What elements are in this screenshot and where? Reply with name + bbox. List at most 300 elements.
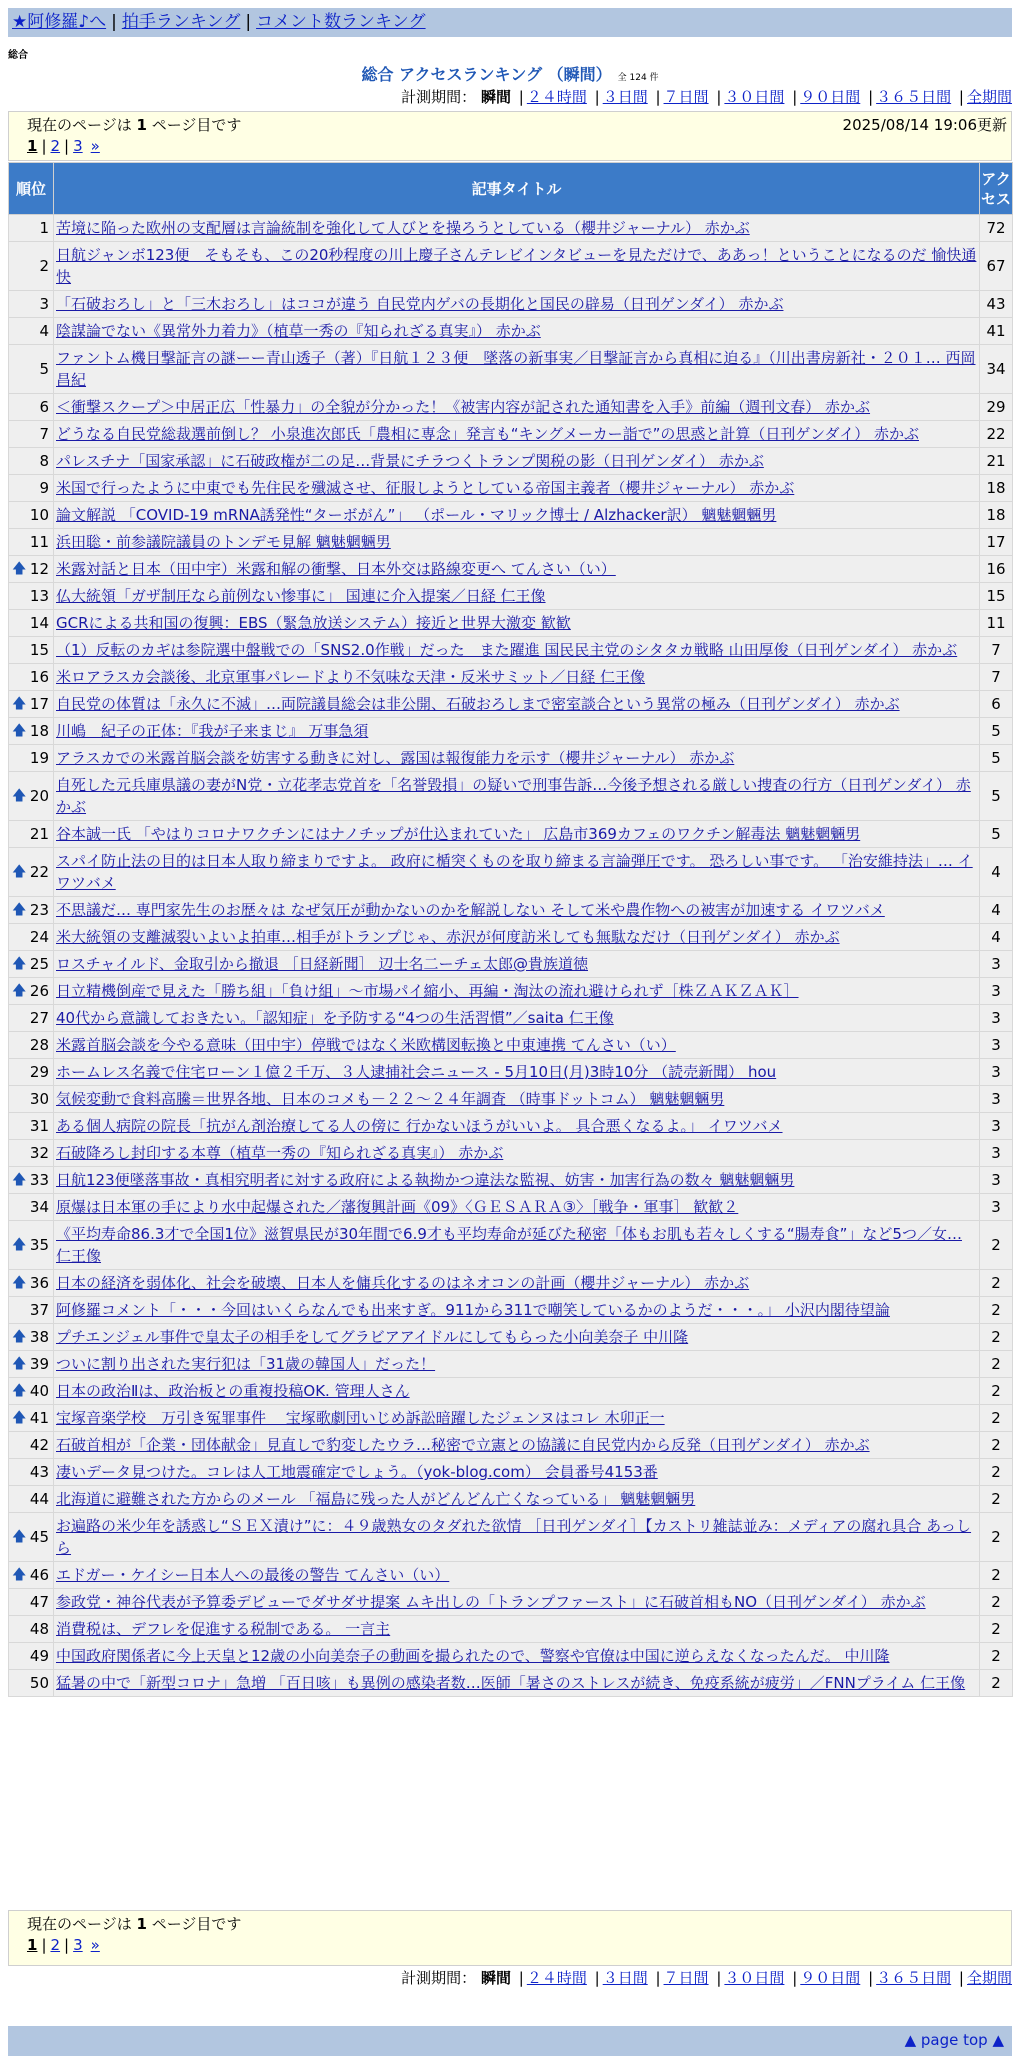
article-title-link[interactable]: 論文解説 「COVID-19 mRNA誘発性“ターボがん”」 （ポール・マリック博士 / Alzhacker訳） 魑魅魍魎男	[56, 506, 777, 524]
rank-up-arrow-icon: 🡅	[12, 1237, 27, 1253]
rank-up-arrow-icon: 🡅	[12, 1383, 27, 1399]
period-label: 計測期間：	[401, 88, 477, 106]
table-row	[9, 394, 1013, 421]
article-title-link[interactable]: 谷本誠一氏 「やはりコロナワクチンにはナノチップが仕込まれていた」 広島市369カフェのワクチン解毒法 魑魅魍魎男	[56, 825, 861, 843]
current-page-number: 1	[136, 1915, 147, 1933]
table-row	[9, 1513, 1013, 1562]
rank-cell	[9, 1297, 54, 1324]
article-title-link[interactable]: ロスチャイルド、金取引から撤退 ［日経新聞］ 辺士名二ーチェ太郎@貴族道徳	[56, 955, 588, 973]
table-row	[9, 1643, 1013, 1670]
rank-number: 45	[29, 1528, 49, 1546]
article-title-link[interactable]: お遍路の米少年を誘惑し“ＳＥＸ漬け”に：４９歳熟女のタダれた欲情 ［日刊ゲンダイ］【カストリ雑誌並み：メディアの腐れ具合 あっしら	[56, 1517, 972, 1557]
rank-number: 13	[29, 587, 49, 605]
page-title	[0, 62, 1020, 85]
table-row	[9, 1113, 1013, 1140]
ranking-table	[8, 162, 1013, 1697]
title-cell	[54, 1167, 980, 1194]
rank-cell	[9, 583, 54, 610]
table-row	[9, 1351, 1013, 1378]
rank-cell	[9, 1351, 54, 1378]
page-link-2[interactable]: 2	[50, 1936, 61, 1954]
article-title-link[interactable]: パレスチナ「国家承認」に石破政権が二の足…背景にチラつくトランプ関税の影（日刊ゲンダイ） 赤かぶ	[56, 452, 764, 470]
article-title-link[interactable]: 凄いデータ見つけた。コレは人工地震確定でしょう。（yok-blog.com） 会員番号4153番	[56, 1463, 658, 1481]
article-title-link[interactable]: 消費税は、デフレを促進する税制である。 一言主	[56, 1620, 391, 1638]
page-link-3[interactable]: 3	[73, 137, 83, 155]
title-cell	[54, 1486, 980, 1513]
access-count: 3	[980, 1140, 1013, 1167]
title-cell	[54, 1059, 980, 1086]
title-cell	[54, 1351, 980, 1378]
rank-cell	[9, 318, 54, 345]
rank-cell	[9, 1589, 54, 1616]
rank-cell	[9, 1113, 54, 1140]
page-info-top	[8, 111, 1012, 161]
rank-number: 6	[39, 398, 49, 416]
article-title-link[interactable]: （1）反転のカギは参院選中盤戦での「SNS2.0作戦」だった また躍進 国民民主党のシタタカ戦略 山田厚俊（日刊ゲンダイ） 赤かぶ	[56, 641, 958, 659]
pagination-bottom: 1 | 2 | 3 »	[27, 1936, 100, 1954]
rank-number: 12	[29, 560, 49, 578]
period-7d[interactable]: ７日間	[663, 88, 709, 106]
access-count: 18	[980, 475, 1013, 502]
period-90d[interactable]: ９０日間	[800, 1969, 861, 1987]
table-row	[9, 772, 1013, 821]
table-row	[9, 502, 1013, 529]
title-cell	[54, 1270, 980, 1297]
pagination-top: 1 | 2 | 3 »	[27, 137, 100, 155]
article-title-link[interactable]: 米国で行ったように中東でも先住民を殲滅させ、征服しようとしている帝国主義者（櫻井ジャーナル） 赤かぶ	[56, 479, 795, 497]
rank-number: 3	[39, 295, 49, 313]
rank-number: 2	[39, 257, 49, 275]
table-row	[9, 1405, 1013, 1432]
article-title-link[interactable]: 苦境に陥った欧州の支配層は言論統制を強化して人びとを操ろうとしている（櫻井ジャーナル） 赤かぶ	[56, 219, 750, 237]
access-count: 2	[980, 1562, 1013, 1589]
title-cell	[54, 1616, 980, 1643]
rank-number: 10	[29, 506, 49, 524]
access-count: 16	[980, 556, 1013, 583]
rank-number: 23	[29, 901, 49, 919]
rank-cell	[9, 951, 54, 978]
table-row	[9, 745, 1013, 772]
title-cell	[54, 1140, 980, 1167]
period-30d[interactable]: ３０日間	[724, 1969, 785, 1987]
article-title-link[interactable]: 不思議だ… 専門家先生のお歴々は なぜ気圧が動かないのかを解説しない そして米や農作物への被害が加速する イワツバメ	[56, 901, 885, 919]
period-7d[interactable]: ７日間	[663, 1969, 709, 1987]
article-title-link[interactable]: ついに割り出された実行犯は「31歳の韓国人」だった！	[56, 1355, 436, 1373]
rank-cell	[9, 772, 54, 821]
rank-cell	[9, 821, 54, 848]
next-page-link[interactable]: »	[90, 137, 100, 155]
access-count: 2	[980, 1221, 1013, 1270]
rank-cell	[9, 1378, 54, 1405]
rank-up-arrow-icon: 🡅	[12, 1529, 27, 1545]
rank-cell	[9, 745, 54, 772]
page-link-1[interactable]: 1	[27, 1936, 38, 1954]
period-label: 計測期間：	[401, 1969, 477, 1987]
page-info-bottom	[8, 1910, 1012, 1966]
rank-cell	[9, 345, 54, 394]
table-row	[9, 1324, 1013, 1351]
table-row	[9, 1297, 1013, 1324]
table-row	[9, 1167, 1013, 1194]
title-cell	[54, 242, 980, 291]
rank-number: 29	[29, 1063, 49, 1081]
article-title-link[interactable]: 日航123便墜落事故・真相究明者に対する政府による執拗かつ違法な監視、妨害・加害行為の数々 魑魅魍魎男	[56, 1171, 795, 1189]
page-link-1[interactable]: 1	[27, 137, 38, 155]
table-row	[9, 1486, 1013, 1513]
rank-cell	[9, 215, 54, 242]
period-30d[interactable]: ３０日間	[724, 88, 785, 106]
rank-up-arrow-icon: 🡅	[12, 1567, 27, 1583]
article-title-link[interactable]: 宝塚音楽学校 万引き冤罪事件 宝塚歌劇団いじめ訴訟暗躍したジェンヌはコレ 木卯正一	[56, 1409, 665, 1427]
rank-cell	[9, 691, 54, 718]
page-top-link[interactable]: ▲ page top ▲	[904, 2031, 1004, 2049]
rank-up-arrow-icon: 🡅	[12, 1410, 27, 1426]
column-header-access: アクセス	[980, 163, 1013, 215]
comment-ranking-link[interactable]: コメント数ランキング	[256, 12, 426, 32]
rank-cell	[9, 291, 54, 318]
rank-up-arrow-icon: 🡅	[12, 1275, 27, 1291]
article-title-link[interactable]: アラスカでの米露首脳会談を妨害する動きに対し、露国は報復能力を示す（櫻井ジャーナル） 赤かぶ	[56, 749, 735, 767]
title-cell	[54, 821, 980, 848]
table-row	[9, 1616, 1013, 1643]
table-row	[9, 637, 1013, 664]
page-link-2[interactable]: 2	[50, 137, 61, 155]
title-cell	[54, 772, 980, 821]
access-count: 2	[980, 1405, 1013, 1432]
access-count: 2	[980, 1513, 1013, 1562]
access-count: 3	[980, 1032, 1013, 1059]
title-cell	[54, 502, 980, 529]
article-title-link[interactable]: どうなる自民党総裁選前倒し？ 小泉進次郎氏「農相に専念」発言も“キングメーカー詣で”の思惑と計算（日刊ゲンダイ） 赤かぶ	[56, 425, 919, 443]
rank-number: 21	[29, 825, 49, 843]
title-cell	[54, 745, 980, 772]
rank-up-arrow-icon: 🡅	[12, 788, 27, 804]
title-cell	[54, 1589, 980, 1616]
rank-cell	[9, 1432, 54, 1459]
access-count: 2	[980, 1616, 1013, 1643]
rank-number: 22	[29, 863, 49, 881]
article-title-link[interactable]: 日航ジャンボ123便 そもそも、この20秒程度の川上慶子さんテレビインタビューを見ただけで、ああっ！ということになるのだ 愉快通快	[56, 246, 977, 286]
access-count: 3	[980, 1113, 1013, 1140]
table-row	[9, 1194, 1013, 1221]
title-cell	[54, 924, 980, 951]
article-title-link[interactable]: ある個人病院の院長「抗がん剤治療してる人の傍に 行かないほうがいいよ。 具合悪くなるよ。」 イワツバメ	[56, 1117, 783, 1135]
rank-cell	[9, 1643, 54, 1670]
rank-cell	[9, 1221, 54, 1270]
rank-cell	[9, 718, 54, 745]
article-title-link[interactable]: 浜田聡・前参議院議員のトンデモ見解 魑魅魍魎男	[56, 533, 391, 551]
nav-separator: |	[245, 12, 252, 32]
rank-number: 42	[29, 1436, 49, 1454]
rank-number: 39	[29, 1355, 49, 1373]
title-cell	[54, 448, 980, 475]
rank-cell	[9, 1005, 54, 1032]
article-title-link[interactable]: 米ロアラスカ会談後、北京軍事パレードより不気味な天津・反米サミット／日経 仁王像	[56, 668, 646, 686]
article-title-link[interactable]: 石破降ろし封印する本尊（植草一秀の『知られざる真実』） 赤かぶ	[56, 1144, 504, 1162]
table-row	[9, 1086, 1013, 1113]
article-title-link[interactable]: 日本の経済を弱体化、社会を破壊、日本人を傭兵化するのはネオコンの計画（櫻井ジャーナル） 赤かぶ	[56, 1274, 750, 1292]
rank-up-arrow-icon: 🡅	[12, 723, 27, 739]
rank-number: 30	[29, 1090, 49, 1108]
title-cell	[54, 1513, 980, 1562]
current-page-number: 1	[136, 116, 147, 134]
rank-cell	[9, 1405, 54, 1432]
rank-up-arrow-icon: 🡅	[12, 864, 27, 880]
title-cell	[54, 529, 980, 556]
rank-cell	[9, 1059, 54, 1086]
article-title-link[interactable]: 阿修羅コメント「・・・今回はいくらなんでも出来すぎ。911から311で嘲笑しているかのようだ・・・。」 小沢内閣待望論	[56, 1301, 890, 1319]
article-title-link[interactable]: 気候変動で食料高騰＝世界各地、日本のコメも－２２～２４年調査 （時事ドットコム） 魑魅魍魎男	[56, 1090, 725, 1108]
access-count: 2	[980, 1324, 1013, 1351]
article-title-link[interactable]: プチエンジェル事件で皇太子の相手をしてグラビアアイドルにしてもらった小向美奈子 中川隆	[56, 1328, 689, 1346]
access-count: 2	[980, 1351, 1013, 1378]
title-cell	[54, 1405, 980, 1432]
access-count: 6	[980, 691, 1013, 718]
table-row	[9, 242, 1013, 291]
title-cell	[54, 1459, 980, 1486]
table-row	[9, 1140, 1013, 1167]
rank-up-arrow-icon: 🡅	[12, 1172, 27, 1188]
table-header-row	[9, 163, 1013, 215]
rank-number: 44	[29, 1490, 49, 1508]
footer-bar	[8, 2026, 1012, 2056]
title-cell	[54, 1432, 980, 1459]
table-row	[9, 318, 1013, 345]
access-count: 17	[980, 529, 1013, 556]
article-title-link[interactable]: ホームレス名義で住宅ローン１億２千万、３人逮捕社会ニュース - 5月10日(月)3時10分 （読売新聞） hou	[56, 1063, 777, 1081]
access-count: 2	[980, 1378, 1013, 1405]
access-count: 5	[980, 745, 1013, 772]
access-count: 72	[980, 215, 1013, 242]
article-title-link[interactable]: 自民党の体質は「永久に不滅」…両院議員総会は非公開、石破おろしまで密室談合という異常の極み（日刊ゲンダイ） 赤かぶ	[56, 695, 900, 713]
article-title-link[interactable]: 《平均寿命86.3才で全国1位》滋賀県民が30年間で6.9才も平均寿命が延びた秘密「体もお肌も若々しくする“腸寿食”」など5つ／女… 仁王像	[56, 1225, 962, 1265]
rank-number: 46	[29, 1566, 49, 1584]
rank-cell	[9, 1562, 54, 1589]
access-count: 67	[980, 242, 1013, 291]
title-cell	[54, 610, 980, 637]
period-current: 瞬間	[480, 1969, 511, 1987]
article-title-link[interactable]: ＜衝撃スクープ＞中居正広「性暴力」の全貌が分かった！《被害内容が記された通知書を入手》前編（週刊文春） 赤かぶ	[56, 398, 871, 416]
title-cell	[54, 583, 980, 610]
rank-number: 49	[29, 1647, 49, 1665]
top-navigation	[8, 8, 1012, 37]
title-cell	[54, 1113, 980, 1140]
rank-cell	[9, 502, 54, 529]
title-cell	[54, 1324, 980, 1351]
article-title-link[interactable]: 日立精機倒産で見えた「勝ち組」「負け組」～市場パイ縮小、再編・淘汰の流れ避けられず［株ＺＡＫＺＡＫ］	[56, 982, 799, 1000]
access-count: 34	[980, 345, 1013, 394]
table-row	[9, 475, 1013, 502]
table-row	[9, 1670, 1013, 1697]
rank-cell	[9, 1324, 54, 1351]
rank-cell	[9, 1670, 54, 1697]
title-cell	[54, 691, 980, 718]
rank-number: 33	[29, 1171, 49, 1189]
ranking-rows	[9, 215, 1013, 1697]
access-count: 3	[980, 1167, 1013, 1194]
article-title-link[interactable]: 猛暑の中で「新型コロナ」急増 「百日咳」も異例の感染者数…医師「暑さのストレスが続き、免疫系統が疲労」／FNNプライム 仁王像	[56, 1674, 966, 1692]
rank-cell	[9, 924, 54, 951]
rank-cell	[9, 637, 54, 664]
access-count: 41	[980, 318, 1013, 345]
title-cell	[54, 978, 980, 1005]
rank-cell	[9, 1032, 54, 1059]
article-title-link[interactable]: 参政党・神谷代表が予算委デビューでダサダサ提案 ムキ出しの「トランプファースト」に石破首相もNO（日刊ゲンダイ） 赤かぶ	[56, 1593, 926, 1611]
rank-cell	[9, 242, 54, 291]
title-cell	[54, 1643, 980, 1670]
period-24h[interactable]: ２４時間	[526, 1969, 587, 1987]
rank-number: 50	[29, 1674, 49, 1692]
rank-cell	[9, 1167, 54, 1194]
title-cell	[54, 1032, 980, 1059]
article-title-link[interactable]: 米露対話と日本（田中宇）米露和解の衝撃、日本外交は路線変更へ てんさい（い）	[56, 560, 616, 578]
rank-cell	[9, 978, 54, 1005]
rank-cell	[9, 394, 54, 421]
article-title-link[interactable]: 「石破おろし」と「三木おろし」はココが違う 自民党内ゲバの長期化と国民の辟易（日刊ゲンダイ） 赤かぶ	[56, 295, 784, 313]
rank-number: 31	[29, 1117, 49, 1135]
title-cell	[54, 897, 980, 924]
access-count: 4	[980, 848, 1013, 897]
period-selector-top: 計測期間： 瞬間 | ２４時間 | ３日間 | ７日間 | ３０日間 | ９０日間 | ３６５日間 | 全期間	[401, 88, 1012, 106]
article-title-link[interactable]: 原爆は日本軍の手により水中起爆された／藩復興計画《09》〈ＧＥＳＡＲＡ③〉［戦争・軍事］ 歓歓２	[56, 1198, 739, 1216]
rank-cell	[9, 1616, 54, 1643]
article-title-link[interactable]: エドガー・ケイシー日本人への最後の警告 てんさい（い）	[56, 1566, 450, 1584]
article-title-link[interactable]: 北海道に避難された方からのメール 「福島に残った人がどんどん亡くなっている」 魑魅魍魎男	[56, 1490, 696, 1508]
item-count: 全 124 件	[617, 73, 659, 83]
title-cell	[54, 291, 980, 318]
table-row	[9, 897, 1013, 924]
page-link-3[interactable]: 3	[73, 1936, 83, 1954]
table-row	[9, 1059, 1013, 1086]
access-count: 22	[980, 421, 1013, 448]
title-cell	[54, 1221, 980, 1270]
table-row	[9, 821, 1013, 848]
title-cell	[54, 1670, 980, 1697]
rank-up-arrow-icon: 🡅	[12, 902, 27, 918]
title-cell	[54, 718, 980, 745]
access-count: 2	[980, 1486, 1013, 1513]
table-row	[9, 924, 1013, 951]
table-row	[9, 1378, 1013, 1405]
period-all[interactable]: 全期間	[966, 88, 1012, 106]
rank-number: 34	[29, 1198, 49, 1216]
article-title-link[interactable]: 仏大統領「ガザ制圧なら前例ない惨事に」 国連に介入提案／日経 仁王像	[56, 587, 546, 605]
article-title-link[interactable]: 中国政府関係者に今上天皇と12歳の小向美奈子の動画を撮られたので、警察や官僚は中国に逆らえなくなったんだ。 中川隆	[56, 1647, 890, 1665]
title-cell	[54, 951, 980, 978]
rank-number: 4	[39, 322, 49, 340]
rank-number: 15	[29, 641, 49, 659]
home-link[interactable]: ★阿修羅♪へ	[12, 12, 107, 32]
column-header-rank: 順位	[9, 163, 54, 215]
access-count: 2	[980, 1270, 1013, 1297]
rank-cell	[9, 529, 54, 556]
article-title-link[interactable]: 川嶋 紀子の正体：『我が子来まじ』 万事急須	[56, 722, 369, 740]
access-count: 5	[980, 772, 1013, 821]
table-row	[9, 978, 1013, 1005]
period-3d[interactable]: ３日間	[602, 88, 648, 106]
period-24h[interactable]: ２４時間	[526, 88, 587, 106]
rank-up-arrow-icon: 🡅	[12, 983, 27, 999]
period-3d[interactable]: ３日間	[602, 1969, 648, 1987]
page-info-text: 現在のページは 1 ページ目です	[27, 116, 242, 134]
article-title-link[interactable]: 米大統領の支離滅裂いよいよ拍車…相手がトランプじゃ、赤沢が何度訪米しても無駄なだけ（日刊ゲンダイ） 赤かぶ	[56, 928, 840, 946]
table-row	[9, 1562, 1013, 1589]
rank-number: 11	[29, 533, 49, 551]
rank-cell	[9, 1459, 54, 1486]
rank-number: 26	[29, 982, 49, 1000]
title-cell	[54, 1194, 980, 1221]
page-info-text: 現在のページは 1 ページ目です	[27, 1915, 242, 1933]
article-title-link[interactable]: GCRによる共和国の復興：EBS（緊急放送システム）接近と世界大激変 歓歓	[56, 614, 571, 632]
title-cell	[54, 1378, 980, 1405]
rank-number: 7	[39, 425, 49, 443]
category-tag: 総合	[8, 50, 28, 61]
access-count: 43	[980, 291, 1013, 318]
access-count: 7	[980, 664, 1013, 691]
period-90d[interactable]: ９０日間	[800, 88, 861, 106]
article-title-link[interactable]: 自死した元兵庫県議の妻がN党・立花孝志党首を「名誉毀損」の疑いで刑事告訴…今後予想される厳しい捜査の行方（日刊ゲンダイ） 赤かぶ	[56, 776, 971, 816]
article-title-link[interactable]: ファントム機目撃証言の謎ーー青山透子（著）『日航１２３便 墜落の新事実／目撃証言から真相に迫る』（川出書房新社・２０１… 西岡昌紀	[56, 349, 976, 389]
article-title-link[interactable]: 40代から意識しておきたい。「認知症」を予防する“4つの生活習慣”／saita 仁王像	[56, 1009, 614, 1027]
rank-number: 47	[29, 1593, 49, 1611]
article-title-link[interactable]: 陰謀論でない《異常外力着力》（植草一秀の『知られざる真実』） 赤かぶ	[56, 322, 541, 340]
period-365d[interactable]: ３６５日間	[876, 1969, 952, 1987]
rank-number: 35	[29, 1236, 49, 1254]
rank-up-arrow-icon: 🡅	[12, 1356, 27, 1372]
rank-number: 16	[29, 668, 49, 686]
rank-cell	[9, 1513, 54, 1562]
rank-number: 38	[29, 1328, 49, 1346]
title-cell	[54, 556, 980, 583]
rank-number: 43	[29, 1463, 49, 1481]
table-row	[9, 664, 1013, 691]
period-selector-bottom: 計測期間： 瞬間 | ２４時間 | ３日間 | ７日間 | ３０日間 | ９０日間 | ３６５日間 | 全期間	[401, 1969, 1012, 1987]
article-title-link[interactable]: 米露首脳会談を今やる意味（田中宇）停戦ではなく米欧構図転換と中東連携 てんさい（い）	[56, 1036, 676, 1054]
table-row	[9, 215, 1013, 242]
access-count: 3	[980, 1059, 1013, 1086]
rank-number: 40	[29, 1382, 49, 1400]
table-row	[9, 951, 1013, 978]
access-count: 3	[980, 978, 1013, 1005]
rank-number: 5	[39, 360, 49, 378]
table-row	[9, 1432, 1013, 1459]
access-count: 2	[980, 1670, 1013, 1697]
rank-up-arrow-icon: 🡅	[12, 956, 27, 972]
clap-ranking-link[interactable]: 拍手ランキング	[121, 12, 241, 32]
period-all[interactable]: 全期間	[966, 1969, 1012, 1987]
title-cell	[54, 475, 980, 502]
table-row	[9, 1221, 1013, 1270]
next-page-link[interactable]: »	[90, 1936, 100, 1954]
period-current: 瞬間	[480, 88, 511, 106]
article-title-link[interactable]: 石破首相が「企業・団体献金」見直しで豹変したウラ…秘密で立憲との協議に自民党内から反発（日刊ゲンダイ） 赤かぶ	[56, 1436, 870, 1454]
updated-timestamp: 2025/08/14 19:06更新	[842, 116, 1007, 134]
table-row	[9, 291, 1013, 318]
table-row	[9, 448, 1013, 475]
title-cell	[54, 345, 980, 394]
access-count: 21	[980, 448, 1013, 475]
period-365d[interactable]: ３６５日間	[876, 88, 952, 106]
rank-number: 14	[29, 614, 49, 632]
title-cell	[54, 421, 980, 448]
article-title-link[interactable]: 日本の政治Ⅱは、政治板との重複投稿OK. 管理人さん	[56, 1382, 410, 1400]
title-cell	[54, 848, 980, 897]
article-title-link[interactable]: スパイ防止法の目的は日本人取り締まりですよ。 政府に楯突くものを取り締まる言論弾圧です。 恐ろしい事です。 「治安維持法」… イワツバメ	[56, 852, 973, 892]
rank-cell	[9, 897, 54, 924]
access-count: 2	[980, 1459, 1013, 1486]
rank-cell	[9, 610, 54, 637]
rank-number: 20	[29, 787, 49, 805]
